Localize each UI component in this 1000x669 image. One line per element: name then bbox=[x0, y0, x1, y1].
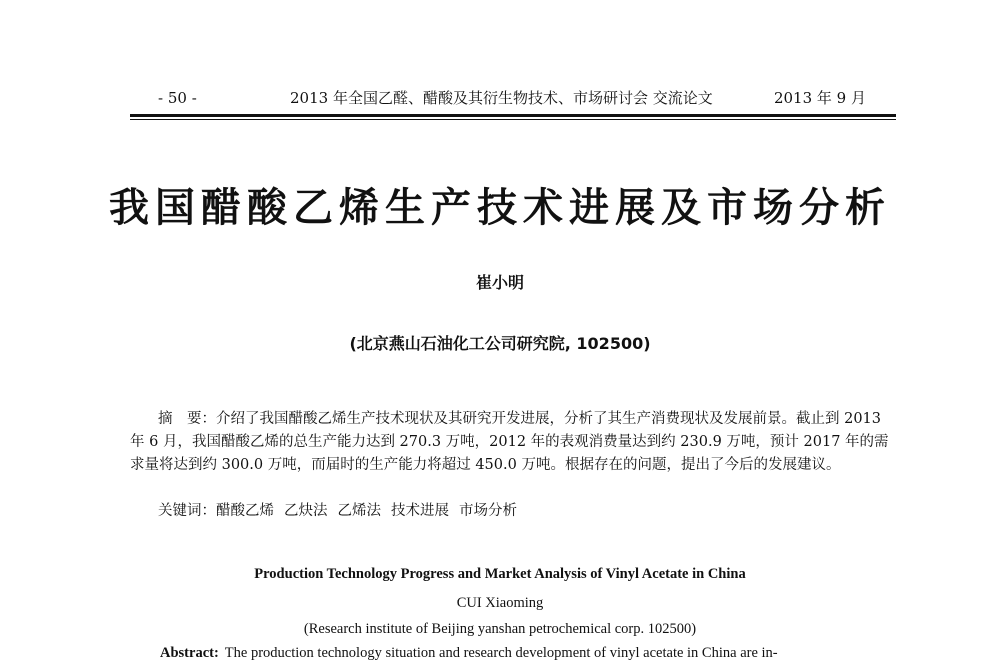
issue-date: 2013 年 9 月 bbox=[773, 89, 866, 107]
keyword-item: 醋酸乙烯 bbox=[216, 503, 274, 519]
keyword-item: 技术进展 bbox=[391, 503, 449, 519]
english-abstract bbox=[160, 645, 900, 662]
author-affiliation: (北京燕山石油化工公司研究院, 102500) bbox=[349, 334, 651, 353]
english-affiliation: (Research institute of Beijing yanshan petrochemical corp. 102500) bbox=[303, 621, 697, 637]
keyword-item: 市场分析 bbox=[459, 503, 517, 519]
english-abstract-text: The production technology situation and research development of vinyl acetate in China are in- bbox=[224, 645, 778, 661]
header-rule-thin bbox=[130, 119, 896, 120]
header-rule-thick bbox=[130, 114, 896, 117]
keyword-item: 乙炔法 bbox=[284, 503, 328, 519]
paper-title: 我国醋酸乙烯生产技术进展及市场分析 bbox=[109, 185, 891, 231]
abstract-cn bbox=[130, 408, 900, 477]
english-abstract-label: Abstract: bbox=[160, 645, 219, 661]
keywords-cn bbox=[158, 500, 898, 523]
running-header bbox=[130, 88, 896, 108]
english-author: CUI Xiaoming bbox=[456, 595, 544, 611]
conference-name: 2013 年全国乙醛、醋酸及其衍生物技术、市场研讨会 交流论文 bbox=[290, 89, 713, 107]
keyword-item: 乙烯法 bbox=[337, 503, 381, 519]
author-name: 崔小明 bbox=[475, 273, 524, 292]
abstract-cn-text: 介绍了我国醋酸乙烯生产技术现状及其研究开发进展，分析了其生产消费现状及发展前景。截止到 2013 年 6 月，我国醋酸乙烯的总生产能力达到 270.3 万吨，2012 年的表观消费量达到约 230.9 万吨，预计 2017 年的需求量将达到约 300.0 万吨，而届时的生产能力将超过 450.0 万吨。根据存在的问题，提出了今后的发展建议。 bbox=[130, 411, 889, 473]
keywords-label: 关键词： bbox=[158, 503, 216, 519]
english-title: Production Technology Progress and Market Analysis of Vinyl Acetate in China bbox=[254, 566, 746, 582]
page-number: - 50 - bbox=[158, 89, 197, 107]
abstract-cn-label: 摘 要： bbox=[158, 411, 216, 427]
